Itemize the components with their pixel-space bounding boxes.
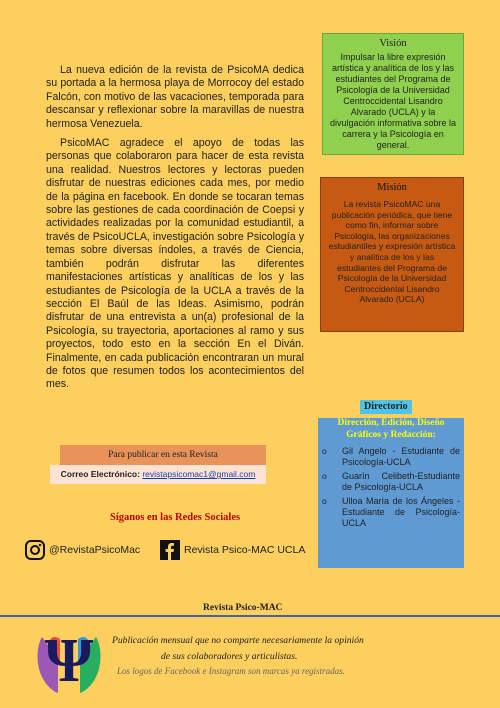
directorio-member: o Ulloa María de los Ángeles - Estudiante de Psicología-UCLA — [332, 496, 460, 530]
mision-text: La revista PsicoMAC una publicación periódica, que tiene como fin, informar sobre Psicología, las organizaciones estudiantiles y expresión artística y analítica de los y las estudiantes del Programa de Psicología de la Universidad Centroccidental Lisandro Alvarado (UCLA) — [328, 199, 456, 305]
footer-trademark-note: Los logos de Facebook e Instagram son marcas ya registradas. — [117, 666, 345, 676]
intro-paragraph-2: PsicoMAC agradece el apoyo de todas las personas que colaboraron para hacer de esta revista una realidad. Nuestros lectores y lectoras pueden disfrutar de nuestras ediciones cada mes, por medio de la página en facebook. En donde se tocaran temas sobre las gestiones de cada coordinación de Coepsi y actividades realizadas por la comunidad estudiantil, a través de PsicoUCLA, investigación sobre Psicología y temas sobre diversas índoles, a través de Ciencia, también podrán disfrutar las diferentes manifestaciones artísticas y analíticas de los y las estudiantes de Psicología de la UCLA a través de la sección El Baúl de las Ideas. Asimismo, podrán disfrutar de una entrevista a un(a) profesional de la Psicología, su trayectoria, aportaciones al ramo y sus proyectos, todo esto en la sección En el Diván. Finalmente, en cada publicación encontraran un mural de fotos que resumen todos los acontecimientos del mes. — [46, 137, 304, 391]
publish-heading: Para publicar en esta Revista — [60, 445, 266, 465]
svg-text:Ψ: Ψ — [44, 627, 94, 695]
directorio-title: Directorio — [360, 400, 412, 414]
directorio-subtitle: Dirección, Edición, Diseño Gráficos y Redacción: — [337, 418, 445, 440]
email-link[interactable]: revistapsicomac1@gmail.com — [142, 469, 256, 479]
vision-text: Impulsar la libre expresión artística y analítica de los y las estudiantes del Programa de Psicología de la Universidad Centroccidental Lisandro Alvarado (UCLA) y la divulgación informativa sobre la carrera y la Psicología en general. — [329, 52, 457, 150]
mision-box — [320, 177, 464, 332]
email-row — [50, 465, 266, 484]
footer-divider — [0, 615, 500, 617]
footer-disclaimer-1: Publicación mensual que no comparte necesariamente la opinión — [112, 635, 364, 646]
facebook-page: Revista Psico-MAC UCLA — [184, 544, 306, 556]
intro-text — [46, 64, 304, 398]
directorio-list — [332, 446, 460, 532]
footer-title: Revista Psico-MAC — [200, 603, 285, 613]
facebook-icon — [160, 540, 180, 560]
email-label: Correo Electrónico: — [60, 469, 140, 479]
facebook-link[interactable] — [160, 540, 305, 560]
instagram-link[interactable] — [25, 540, 140, 560]
mision-title: Misión — [377, 182, 407, 193]
directorio-member: o Gil Angelo - Estudiante de Psicología-UCLA — [332, 446, 460, 469]
instagram-handle: @RevistaPsicoMac — [49, 544, 141, 556]
instagram-icon — [25, 540, 45, 560]
intro-paragraph-1: La nueva edición de la revista de PsicoMA dedica su portada a la hermosa playa de Morrocoy del estado Falcón, con motivo de las vacaciones, temporada para descansar y reflexionar sobre la maravillas de nuestra hermosa Venezuela. — [46, 64, 304, 130]
vision-title: Visión — [379, 38, 407, 49]
vision-box — [322, 33, 464, 155]
psicomac-logo-icon — [34, 625, 104, 697]
social-heading: Síganos en las Redes Sociales — [110, 512, 241, 523]
directorio-member: o Guarín Celibeth-Estudiante de Psicología-UCLA — [332, 471, 460, 494]
footer-disclaimer-2: de sus colaboradores y articulistas. — [161, 651, 298, 662]
